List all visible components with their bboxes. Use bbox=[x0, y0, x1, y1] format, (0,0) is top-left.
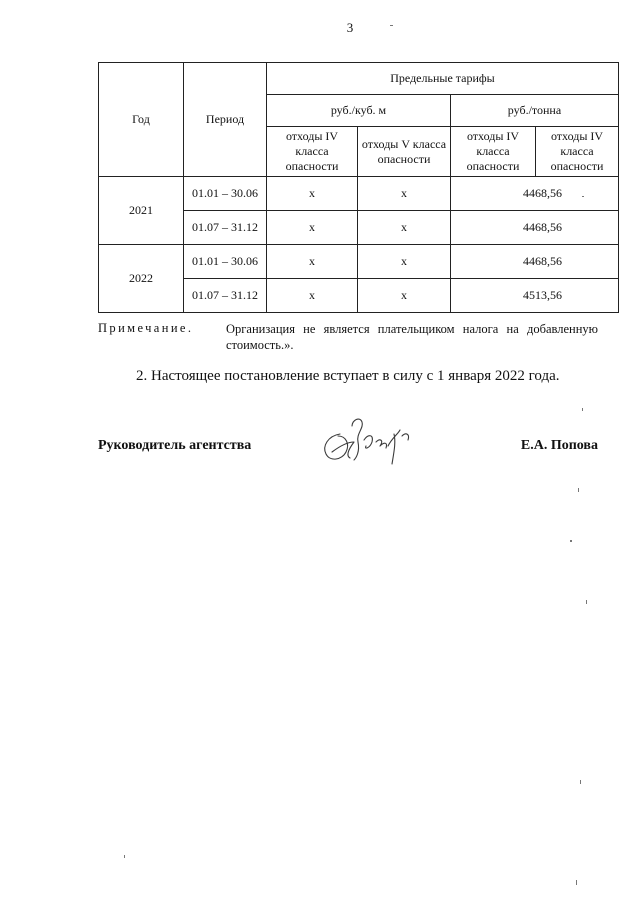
signatory-title: Руководитель агентства bbox=[98, 438, 252, 453]
subheader-cell: отходы IV класса опасности bbox=[267, 127, 358, 177]
table-row bbox=[99, 177, 619, 211]
table-row bbox=[99, 245, 619, 279]
ton-value-cell: 4468,56 bbox=[451, 211, 619, 245]
scan-speck bbox=[578, 488, 579, 492]
value-cell: х bbox=[358, 245, 451, 279]
value-cell: х bbox=[358, 177, 451, 211]
ton-value-cell: 4468,56 bbox=[451, 245, 619, 279]
tariffs-table bbox=[98, 62, 619, 313]
scan-speck bbox=[586, 600, 587, 604]
period-cell: 01.07 – 31.12 bbox=[184, 279, 267, 313]
subheader-cell: отходы IV класса опасности bbox=[451, 127, 536, 177]
scan-speck bbox=[580, 780, 581, 784]
header-year: Год bbox=[99, 63, 184, 177]
period-cell: 01.07 – 31.12 bbox=[184, 211, 267, 245]
ton-value-cell: 4468,56 bbox=[451, 177, 619, 211]
value-cell: х bbox=[358, 211, 451, 245]
scan-speck bbox=[576, 880, 577, 885]
value-cell: х bbox=[267, 279, 358, 313]
scan-speck bbox=[582, 408, 583, 411]
signatory-name: Е.А. Попова bbox=[520, 438, 598, 453]
period-cell: 01.01 – 30.06 bbox=[184, 177, 267, 211]
year-cell: 2022 bbox=[99, 245, 184, 313]
table-header-row bbox=[99, 63, 619, 95]
header-unit-ton: руб./тонна bbox=[451, 95, 619, 127]
note-label: Примечание. bbox=[98, 321, 194, 335]
subheader-cell: отходы IV класса опасности bbox=[536, 127, 619, 177]
scan-speck bbox=[124, 855, 125, 858]
scan-speck bbox=[570, 540, 572, 542]
effective-date-paragraph: 2. Настоящее постановление вступает в силу с 1 января 2022 года. bbox=[136, 368, 560, 384]
scan-speck bbox=[390, 25, 393, 26]
year-cell: 2021 bbox=[99, 177, 184, 245]
header-period: Период bbox=[184, 63, 267, 177]
value-cell: х bbox=[267, 177, 358, 211]
page-number: 3 bbox=[346, 20, 354, 35]
period-cell: 01.01 – 30.06 bbox=[184, 245, 267, 279]
value-cell: х bbox=[267, 211, 358, 245]
note-text: Организация не является плательщиком налога на добавленную стоимость.». bbox=[226, 322, 598, 352]
value-cell: х bbox=[358, 279, 451, 313]
ton-value-cell: 4513,56 bbox=[451, 279, 619, 313]
handwritten-signature bbox=[318, 412, 418, 470]
header-unit-cubic: руб./куб. м bbox=[267, 95, 451, 127]
header-tariffs: Предельные тарифы bbox=[267, 63, 619, 95]
value-cell: х bbox=[267, 245, 358, 279]
scan-speck bbox=[582, 196, 584, 197]
subheader-cell: отходы V класса опасности bbox=[358, 127, 451, 177]
